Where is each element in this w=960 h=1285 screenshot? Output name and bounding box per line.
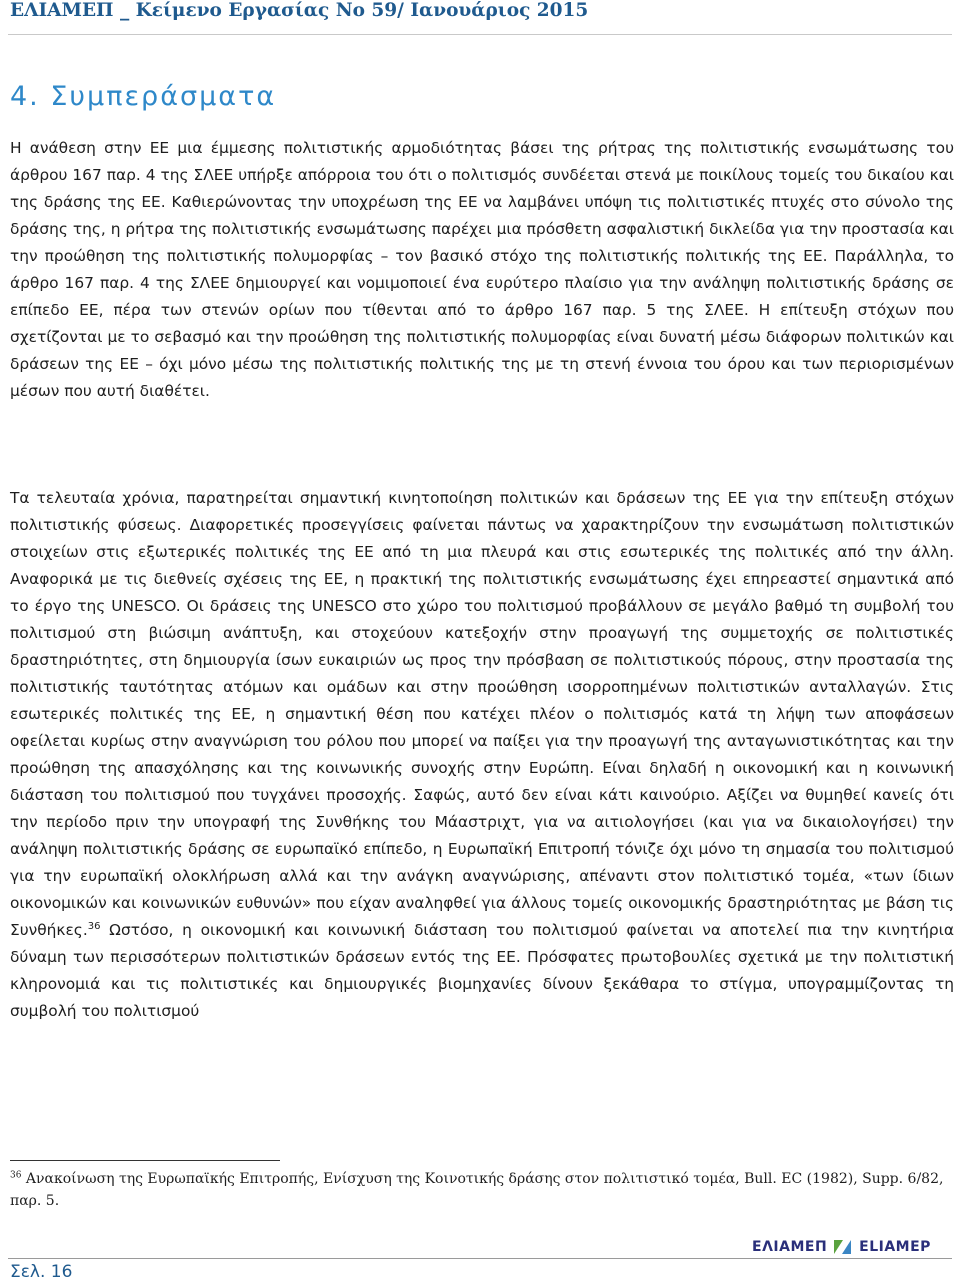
footnote-divider — [10, 1160, 280, 1161]
section-title: 4. Συμπεράσματα — [10, 81, 277, 112]
eliamep-logo — [752, 1238, 931, 1256]
footnote-text: Ανακοίνωση της Ευρωπαϊκής Επιτροπής, Ενίσχυση της Κοινοτικής δράσης στον πολιτιστικό τομέα, Bull. EC (1982), Supp. 6/82, παρ. 5. — [10, 1171, 944, 1209]
logo-latin-text: ELIAMEP — [859, 1239, 931, 1255]
paragraph-2-text-b: Ωστόσο, η οικονομική και κοινωνική διάσταση του πολιτισμού φαίνεται να αποτελεί πια την κινητήρια δύναμη των περισσότερων πολιτιστικών δράσεων εντός της ΕΕ. Πρόσφατες πρωτοβουλίες σχετικά με την πολιτιστική κληρονομιά και τις πολιτιστικές και δημιουργικές βιομηχανίες δίνουν ξεκάθαρα το στίγμα, υπογραμμίζοντας τη συμβολή του πολιτισμού — [10, 921, 954, 1020]
footnote-reference[interactable]: 36 — [87, 920, 101, 932]
footnote-number: 36 — [10, 1170, 22, 1181]
paragraph-2 — [10, 485, 954, 1025]
header-divider — [8, 34, 952, 35]
eliamep-logo-icon — [834, 1240, 852, 1254]
footer-divider — [8, 1258, 952, 1259]
paragraph-2-text-a: Τα τελευταία χρόνια, παρατηρείται σημαντική κινητοποίηση πολιτικών και δράσεων της ΕΕ για την επίτευξη στόχων πολιτιστικής φύσεως. Διαφορετικές προσεγγίσεις φαίνεται πάντως να χαρακτηρίζουν την ενσωμάτωση πολιτιστικών στοιχείων στις εξωτερικές πολιτικές της ΕΕ από τη μια πλευρά και στις εσωτερικές της πολιτικές από την άλλη. Αναφορικά με τις διεθνείς σχέσεις της ΕΕ, η πρακτική της πολιτιστικής ενσωμάτωσης έχει επηρεαστεί σημαντικά από το έργο της UNESCO. Οι δράσεις της UNESCO στο χώρο του πολιτισμού προβάλλουν σε μεγάλο βαθμό τη συμβολή του πολιτισμού στη βιώσιμη ανάπτυξη, και στοχεύουν κατεξοχήν στην προαγωγή της συμμετοχής σε πολιτιστικές δραστηριότητες, στη δημιουργία ίσων ευκαιριών ως προς την πρόσβαση σε πολιτιστικούς πόρους, στην προστασία της πολιτιστικής ταυτότητας ατόμων και ομάδων και στην προώθηση ισορροπημένων πολιτιστικών ανταλλαγών. Στις εσωτερικές πολιτικές της ΕΕ, η σημαντική θέση που κατέχει πλέον ο πολιτισμός κατά τη λήψη των αποφάσεων οφείλεται κυρίως στην αναγνώριση του ρόλου που μπορεί να παίξει για την προαγωγή της ανταγωνιστικότητας και την προώθηση της απασχόλησης και της κοινωνικής συνοχής στην Ευρώπη. Είναι δηλαδή η οικονομική και η κοινωνική διάσταση του πολιτισμού που τυγχάνει προσοχής. Σαφώς, αυτό δεν είναι κάτι καινούριο. Αξίζει να θυμηθεί κανείς ότι την περίοδο πριν την υπογραφή της Συνθήκης του Μάαστριχτ, για να αιτιολογήσει (και για να δικαιολογήσει) την ανάληψη πολιτιστικής δράσης σε ευρωπαϊκό επίπεδο, η Ευρωπαϊκή Επιτροπή τόνιζε όχι μόνο τη σημασία του πολιτισμού για την ευρωπαϊκή ολοκλήρωση αλλά και την ανάγκη αναγνώρισης, απέναντι στον πολιτιστικό τομέα, «των ίδιων οικονομικών και κοινωνικών ευθυνών» που είχαν αναληφθεί για άλλους τομείς οικονομικής δραστηριότητας με βάση τις Συνθήκες. — [10, 489, 954, 939]
logo-greek-text: ΕΛΙΑΜΕΠ — [752, 1239, 828, 1255]
footnote — [10, 1168, 954, 1212]
paragraph-1-text: Η ανάθεση στην ΕΕ μια έμμεσης πολιτιστικής αρμοδιότητας βάσει της ρήτρας της πολιτιστικής ενσωμάτωσης του άρθρου 167 παρ. 4 της ΣΛΕΕ υπήρξε απόρροια του ότι ο πολιτισμός συνδέεται στενά με ποικίλους τομείς του δικαίου και της δράσης της ΕΕ. Καθιερώνοντας την υποχρέωση της ΕΕ να λαμβάνει υπόψη τις πολιτιστικές πτυχές στο σύνολο της δράσης της, η ρήτρα της πολιτιστικής ενσωμάτωσης παρέχει μια πρόσθετη ασφαλιστική δικλείδα για την προστασία και την προώθηση της πολιτιστικής πολυμορφίας – τον βασικό στόχο της πολιτιστικής πολιτικής της ΕΕ. Παράλληλα, το άρθρο 167 παρ. 4 της ΣΛΕΕ δημιουργεί και νομιμοποιεί ένα ευρύτερο πλαίσιο για την ανάληψη πολιτιστικής δράσης σε επίπεδο ΕΕ, πέρα των στενών ορίων που τίθενται από το άρθρο 167 παρ. 5 της ΣΛΕΕ. Η επίτευξη στόχων που σχετίζονται με το σεβασμό και την προώθηση της πολιτιστικής πολυμορφίας είναι δυνατή μέσω διάφορων πολιτικών και δράσεων της ΕΕ – όχι μόνο μέσω της πολιτιστικής πολιτικής της με τη στενή έννοια του όρου και των περιορισμένων μέσων που αυτή διαθέτει. — [10, 139, 954, 400]
running-header: ΕΛΙΑΜΕΠ _ Κείμενο Εργασίας Νο 59/ Ιανουάριος 2015 — [10, 0, 589, 21]
page-number: Σελ. 16 — [10, 1262, 73, 1282]
paragraph-1 — [10, 135, 954, 405]
